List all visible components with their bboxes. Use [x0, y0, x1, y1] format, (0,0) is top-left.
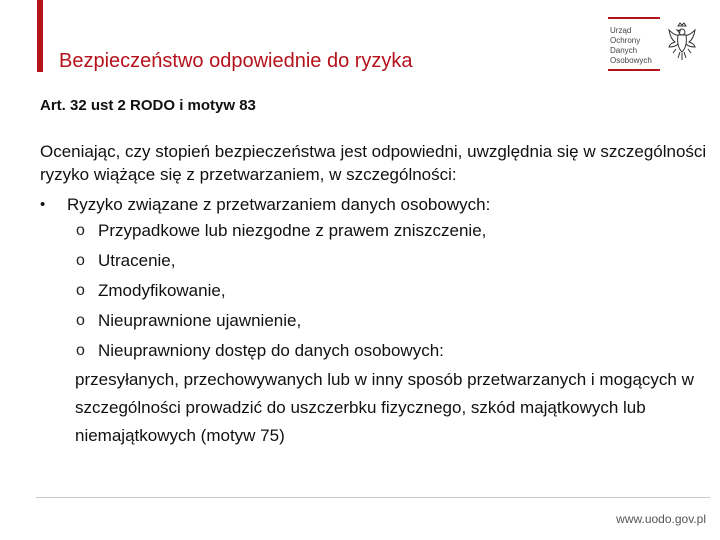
logo-line-4: Osobowych [610, 56, 652, 65]
list-item [40, 276, 710, 306]
list-item-label: Zmodyfikowanie, [98, 281, 226, 300]
logo-top-rule [608, 17, 660, 19]
circle-bullet-icon: o [76, 312, 85, 329]
title-accent-bar [37, 0, 43, 72]
logo-line-1: Urząd [610, 26, 632, 35]
footer-divider [36, 497, 710, 498]
white-eagle-emblem-icon [666, 22, 698, 66]
logo-bottom-rule [608, 69, 660, 71]
intro-paragraph: Oceniając, czy stopień bezpieczeństwa jest odpowiedni, uwzględnia się w szczególności ryzyko wiążące się z przetwarzaniem, w szczególności: [40, 142, 707, 184]
main-bullet-label: Ryzyko związane z przetwarzaniem danych osobowych: [67, 195, 491, 214]
circle-bullet-icon: o [76, 252, 85, 269]
list-item-label: Przypadkowe lub niezgodne z prawem zniszczenie, [98, 221, 487, 240]
logo-line-3: Danych [610, 46, 638, 55]
list-item [40, 306, 710, 336]
footer-url: www.uodo.gov.pl [616, 512, 706, 526]
risk-list [40, 216, 710, 366]
list-item-label: Nieuprawniony dostęp do danych osobowych: [98, 341, 444, 360]
uodo-logo [606, 14, 702, 74]
logo-line-2: Ochrony [610, 36, 641, 45]
slide-title: Bezpieczeństwo odpowiednie do ryzyka [59, 50, 413, 72]
circle-bullet-icon: o [76, 282, 85, 299]
circle-bullet-icon: o [76, 342, 85, 359]
list-item [40, 216, 710, 246]
article-reference: Art. 32 ust 2 RODO i motyw 83 [40, 97, 256, 114]
bullet-dot-icon: • [40, 196, 46, 213]
logo-text [610, 26, 666, 66]
list-item [40, 336, 710, 366]
continuation-paragraph: przesyłanych, przechowywanych lub w inny sposób przetwarzanych i mogących w szczególności prowadzić do uszczerbku fizycznego, szkód majątkowych lub niemajątkowych (motyw 75) [75, 370, 694, 445]
list-item [40, 246, 710, 276]
list-item-label: Nieuprawnione ujawnienie, [98, 311, 302, 330]
main-bullet [40, 193, 710, 216]
slide-body [40, 140, 710, 450]
circle-bullet-icon: o [76, 222, 85, 239]
list-item-label: Utracenie, [98, 251, 176, 270]
